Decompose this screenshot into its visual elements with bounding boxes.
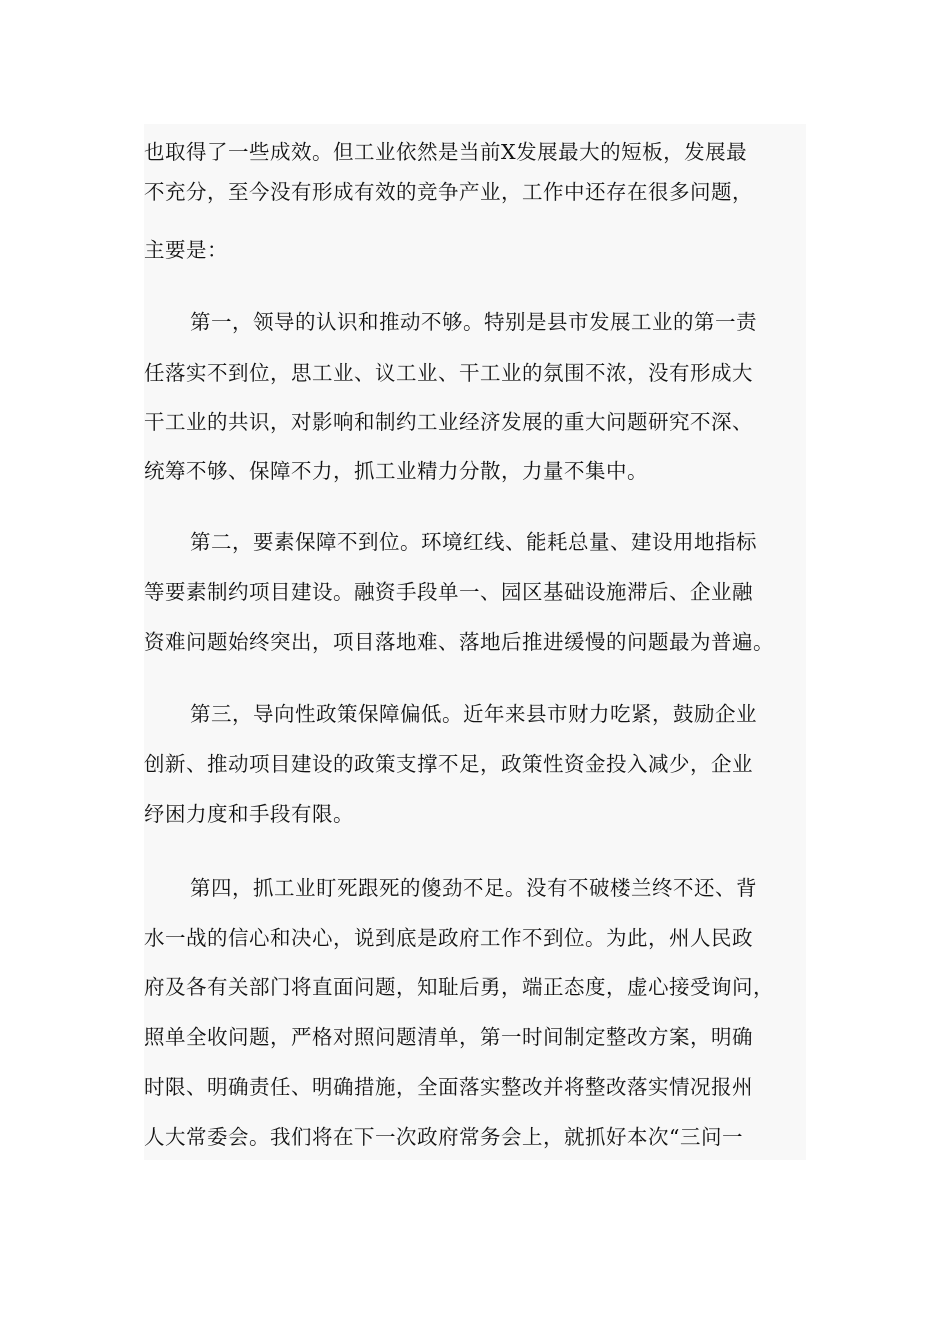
text-line: 水一战的信心和决心，说到底是政府工作不到位。为此，州人民政 — [144, 926, 753, 950]
text-line: 统筹不够、保障不力，抓工业精力分散，力量不集中。 — [144, 459, 648, 483]
text-line: 不充分，至今没有形成有效的竞争产业，工作中还存在很多问题， — [144, 180, 753, 204]
text-line: 等要素制约项目建设。融资手段单一、园区基础设施滞后、企业融 — [144, 580, 753, 604]
text-line: 创新、推动项目建设的政策支撑不足，政策性资金投入减少，企业 — [144, 752, 753, 776]
paragraph-first-line: 第三，导向性政策保障偏低。近年来县市财力吃紧，鼓励企业 — [190, 702, 757, 726]
text-line: 任落实不到位，思工业、议工业、干工业的氛围不浓，没有形成大 — [144, 361, 753, 385]
document-body — [144, 124, 806, 1160]
paragraph-first-line: 第一，领导的认识和推动不够。特别是县市发展工业的第一责 — [190, 310, 757, 334]
text-line: 干工业的共识，对影响和制约工业经济发展的重大问题研究不深、 — [144, 410, 753, 434]
text-line: 主要是： — [144, 238, 228, 262]
paragraph-first-line: 第二，要素保障不到位。环境红线、能耗总量、建设用地指标 — [190, 530, 757, 554]
text-line: 照单全收问题，严格对照问题清单，第一时间制定整改方案，明确 — [144, 1025, 753, 1049]
text-line: 时限、明确责任、明确措施，全面落实整改并将整改落实情况报州 — [144, 1075, 753, 1099]
text-line: 府及各有关部门将直面问题，知耻后勇，端正态度，虚心接受询问， — [144, 975, 774, 999]
text-line: 人大常委会。我们将在下一次政府常务会上，就抓好本次“三问一 — [144, 1125, 743, 1149]
text-line: 纾困力度和手段有限。 — [144, 802, 354, 826]
text-line: 资难问题始终突出，项目落地难、落地后推进缓慢的问题最为普遍。 — [144, 630, 774, 654]
paragraph-first-line: 第四，抓工业盯死跟死的傻劲不足。没有不破楼兰终不还、背 — [190, 876, 757, 900]
text-line: 也取得了一些成效。但工业依然是当前X发展最大的短板，发展最 — [144, 140, 748, 164]
